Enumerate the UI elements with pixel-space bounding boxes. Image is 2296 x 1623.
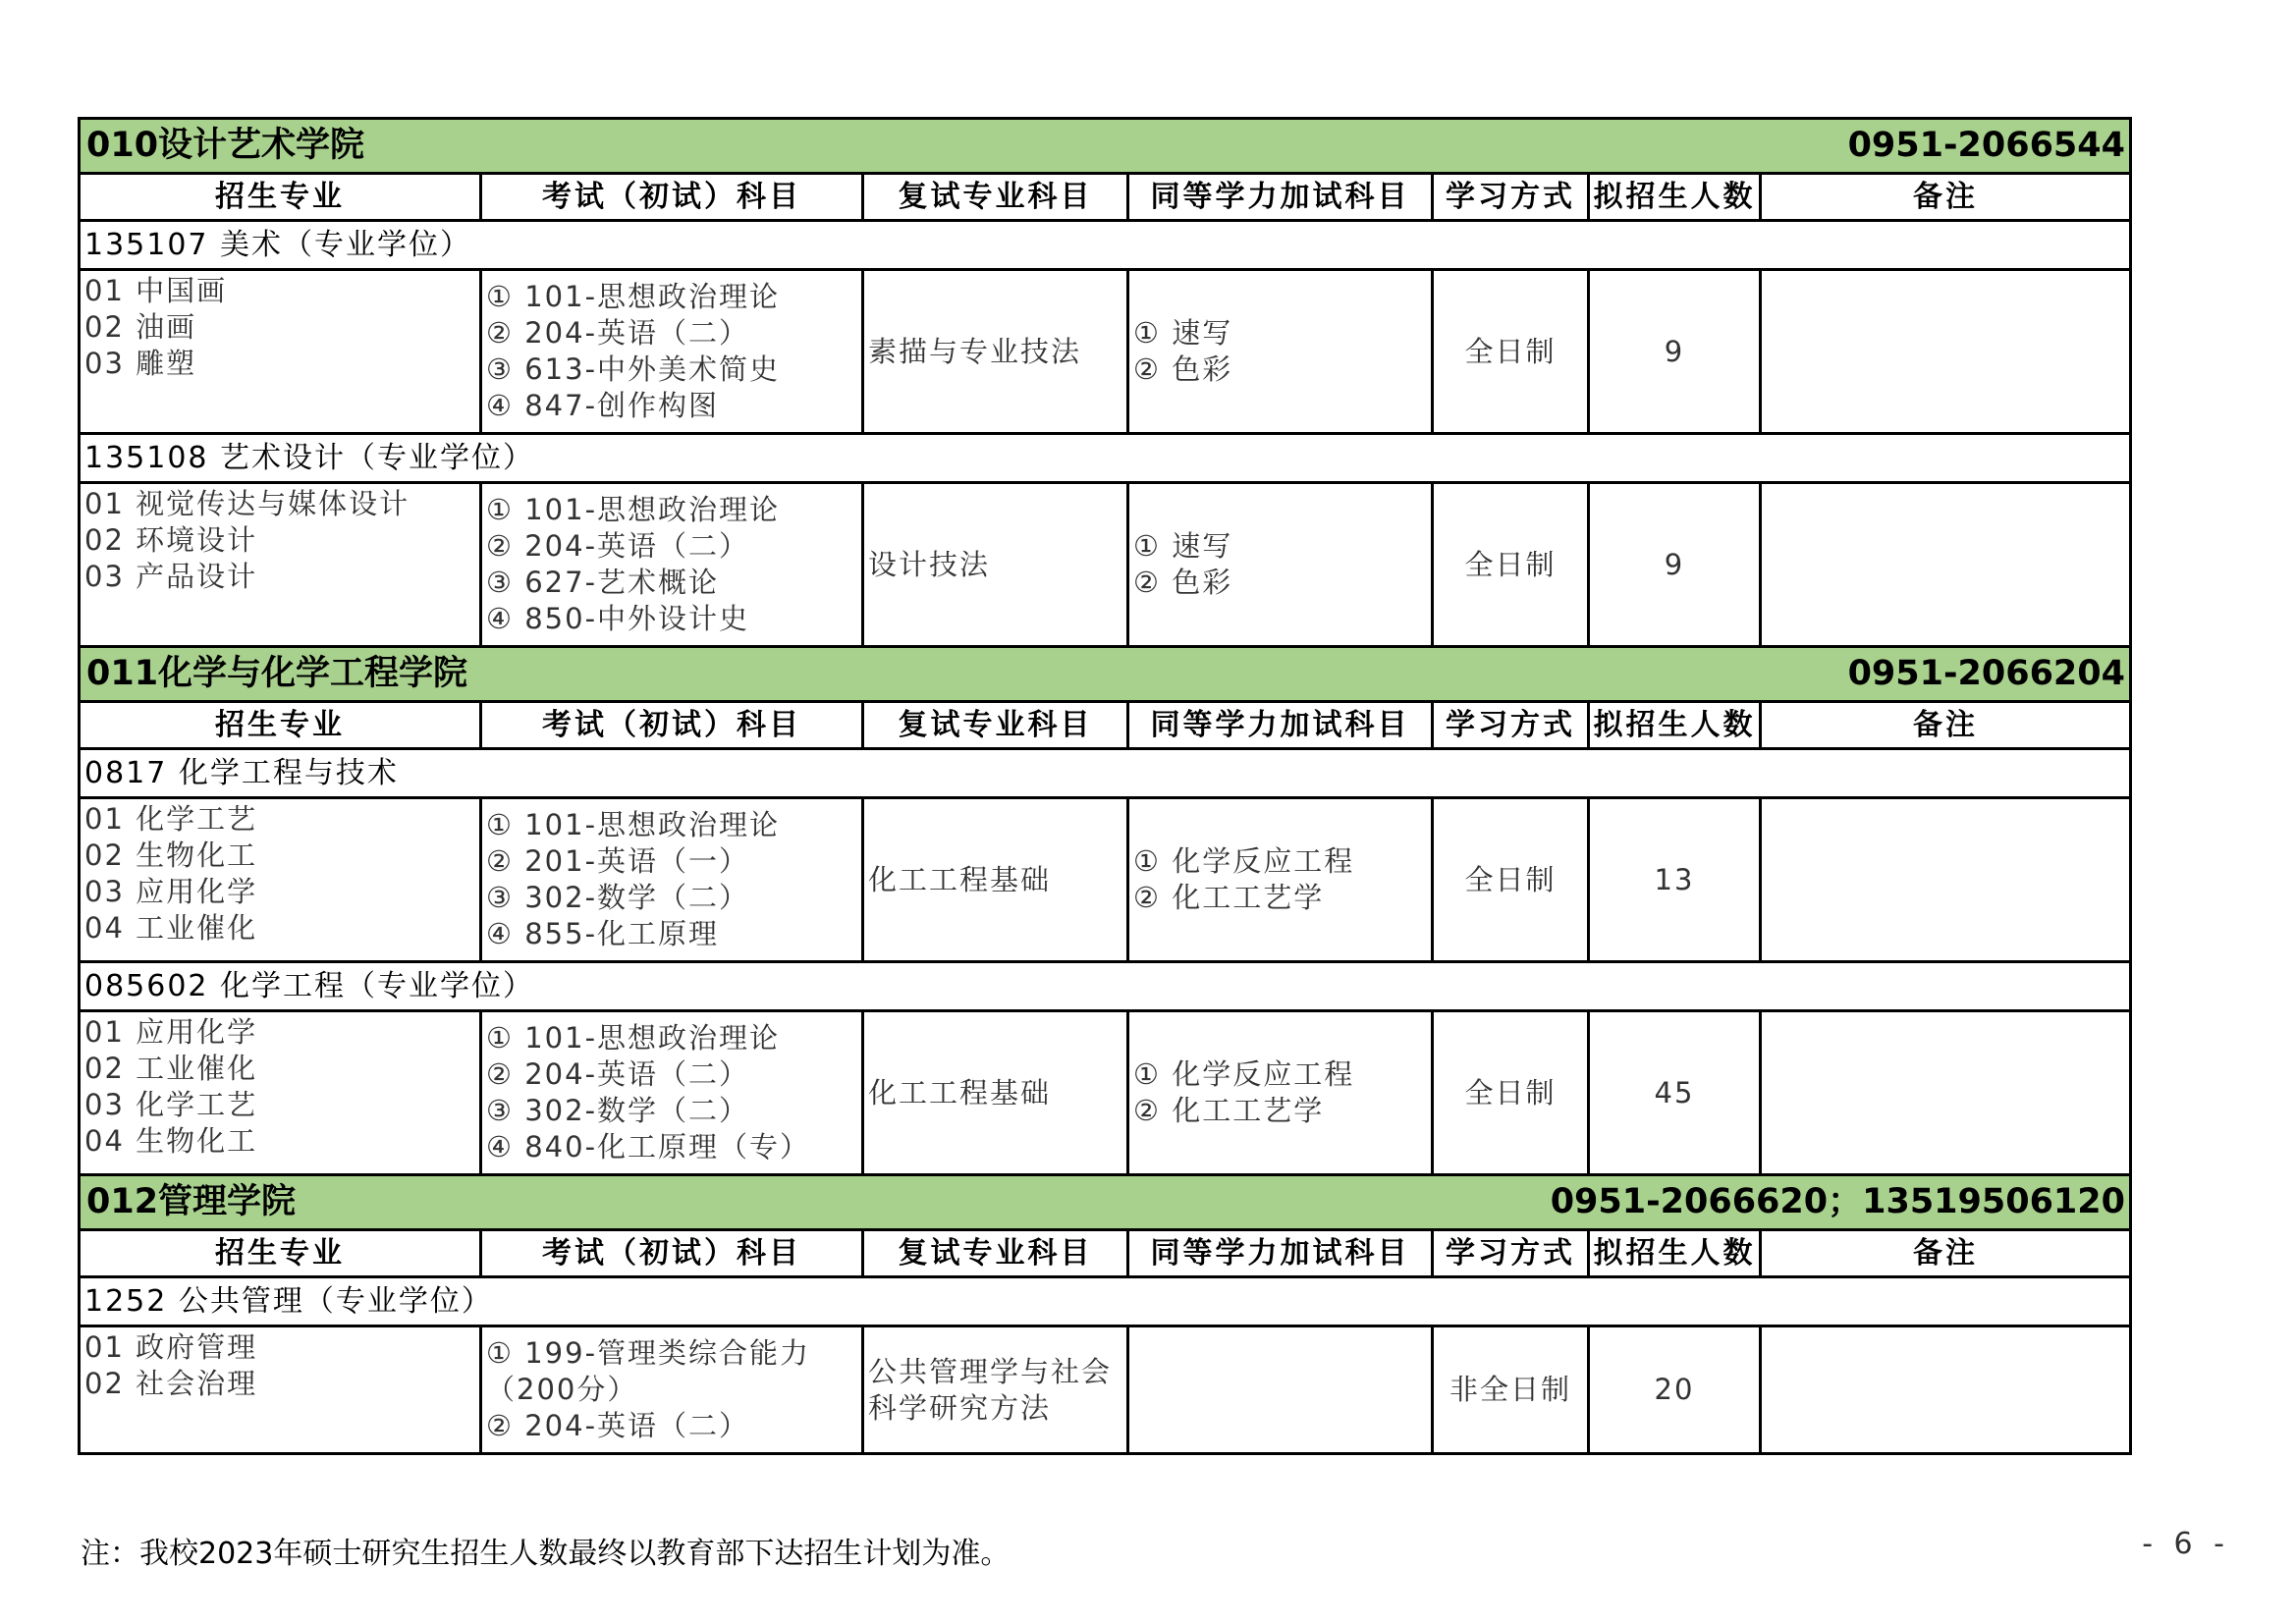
- research-directions-line: 04 生物化工: [84, 1124, 258, 1158]
- column-header: 学习方式: [1433, 1230, 1589, 1277]
- extra-subjects-line: ① 速写: [1133, 316, 1233, 350]
- retest-subjects: [863, 1011, 1128, 1175]
- column-header: 复试专业科目: [863, 1230, 1128, 1277]
- study-mode: 全日制: [1433, 798, 1589, 962]
- retest-subjects-line: 化工工程基础: [868, 1075, 1052, 1109]
- study-mode: 全日制: [1433, 270, 1589, 434]
- column-header: 考试（初试）科目: [481, 1230, 863, 1277]
- major-title-row: [80, 1277, 2131, 1326]
- major-detail-row: [80, 798, 2131, 962]
- research-directions-line: 02 生物化工: [84, 839, 258, 872]
- remarks: [1761, 1011, 2131, 1175]
- major-title: 1252 公共管理（专业学位）: [80, 1277, 2131, 1326]
- column-header: 拟招生人数: [1589, 174, 1761, 221]
- extra-subjects-line: ① 速写: [1133, 529, 1233, 563]
- retest-subjects: [863, 798, 1128, 962]
- retest-subjects: [863, 270, 1128, 434]
- exam-subjects: [481, 270, 863, 434]
- exam-subjects-line: ③ 302-数学（二）: [486, 881, 750, 914]
- column-header-row: [80, 1230, 2131, 1277]
- research-directions-line: 02 环境设计: [84, 523, 258, 557]
- college-header-cell: [80, 647, 2131, 702]
- enrollment-count: 9: [1589, 483, 1761, 647]
- extra-subjects-line: ② 色彩: [1133, 352, 1233, 386]
- exam-subjects-line: ④ 840-化工原理（专）: [486, 1130, 811, 1163]
- research-directions: [80, 798, 481, 962]
- major-title: 135108 艺术设计（专业学位）: [80, 434, 2131, 483]
- column-header: 学习方式: [1433, 174, 1589, 221]
- extra-subjects-line: ① 化学反应工程: [1133, 844, 1355, 878]
- college-name: 011化学与化学工程学院: [86, 654, 468, 693]
- exam-subjects-line: ④ 847-创作构图: [486, 389, 720, 422]
- enrollment-count: 13: [1589, 798, 1761, 962]
- study-mode: 非全日制: [1433, 1326, 1589, 1454]
- footnote: 注：我校2023年硕士研究生招生人数最终以教育部下达招生计划为准。: [81, 1537, 1011, 1571]
- column-header: 备注: [1761, 702, 2131, 749]
- exam-subjects-line: （200分）: [486, 1373, 638, 1406]
- college-header-cell: [80, 119, 2131, 174]
- retest-subjects: [863, 1326, 1128, 1454]
- college-phone: 0951-2066204: [1847, 654, 2125, 693]
- research-directions-line: 01 应用化学: [84, 1015, 258, 1049]
- exam-subjects-line: ① 101-思想政治理论: [486, 280, 781, 313]
- major-detail-row: [80, 1011, 2131, 1175]
- research-directions: [80, 1011, 481, 1175]
- extra-subjects: [1128, 798, 1433, 962]
- research-directions-line: 01 中国画: [84, 274, 228, 307]
- retest-subjects: [863, 483, 1128, 647]
- exam-subjects: [481, 483, 863, 647]
- exam-subjects: [481, 1011, 863, 1175]
- exam-subjects-line: ② 201-英语（一）: [486, 844, 750, 878]
- column-header: 考试（初试）科目: [481, 702, 863, 749]
- research-directions: [80, 483, 481, 647]
- column-header: 同等学力加试科目: [1128, 174, 1433, 221]
- retest-subjects-line: 化工工程基础: [868, 862, 1052, 896]
- column-header: 招生专业: [80, 174, 481, 221]
- extra-subjects-line: ② 化工工艺学: [1133, 1094, 1325, 1127]
- column-header: 学习方式: [1433, 702, 1589, 749]
- major-title-row: [80, 434, 2131, 483]
- exam-subjects: [481, 798, 863, 962]
- exam-subjects-line: ① 199-管理类综合能力: [486, 1336, 811, 1370]
- college-phone: 0951-2066544: [1847, 126, 2125, 165]
- major-title: 085602 化学工程（专业学位）: [80, 962, 2131, 1011]
- research-directions: [80, 270, 481, 434]
- major-detail-row: [80, 483, 2131, 647]
- major-title-row: [80, 962, 2131, 1011]
- column-header: 招生专业: [80, 702, 481, 749]
- major-title-row: [80, 221, 2131, 270]
- extra-subjects: [1128, 270, 1433, 434]
- study-mode: 全日制: [1433, 1011, 1589, 1175]
- major-title: 135107 美术（专业学位）: [80, 221, 2131, 270]
- research-directions-line: 03 产品设计: [84, 560, 258, 593]
- column-header-row: [80, 174, 2131, 221]
- enrollment-count: 9: [1589, 270, 1761, 434]
- college-phone: 0951-2066620；13519506120: [1550, 1182, 2125, 1221]
- research-directions-line: 02 社会治理: [84, 1367, 258, 1400]
- extra-subjects: [1128, 483, 1433, 647]
- exam-subjects-line: ② 204-英语（二）: [486, 1057, 750, 1091]
- enrollment-count: 20: [1589, 1326, 1761, 1454]
- research-directions-line: 02 工业催化: [84, 1052, 258, 1085]
- retest-subjects-line: 科学研究方法: [868, 1390, 1052, 1425]
- exam-subjects-line: ④ 850-中外设计史: [486, 602, 750, 635]
- enrollment-count: 45: [1589, 1011, 1761, 1175]
- exam-subjects-line: ② 204-英语（二）: [486, 1409, 750, 1442]
- column-header: 拟招生人数: [1589, 702, 1761, 749]
- extra-subjects: [1128, 1011, 1433, 1175]
- study-mode: 全日制: [1433, 483, 1589, 647]
- remarks: [1761, 1326, 2131, 1454]
- column-header: 考试（初试）科目: [481, 174, 863, 221]
- exam-subjects-line: ④ 855-化工原理: [486, 917, 720, 950]
- column-header: 备注: [1761, 174, 2131, 221]
- college-row: [80, 119, 2131, 174]
- research-directions-line: 03 雕塑: [84, 347, 197, 380]
- retest-subjects-line: 设计技法: [868, 547, 991, 581]
- major-title: 0817 化学工程与技术: [80, 749, 2131, 798]
- remarks: [1761, 798, 2131, 962]
- extra-subjects-line: ① 化学反应工程: [1133, 1057, 1355, 1091]
- college-header-cell: [80, 1175, 2131, 1230]
- column-header: 备注: [1761, 1230, 2131, 1277]
- column-header-row: [80, 702, 2131, 749]
- remarks: [1761, 270, 2131, 434]
- major-title-row: [80, 749, 2131, 798]
- college-row: [80, 647, 2131, 702]
- research-directions-line: 02 油画: [84, 310, 197, 344]
- research-directions-line: 03 应用化学: [84, 875, 258, 908]
- research-directions-line: 01 政府管理: [84, 1330, 258, 1364]
- exam-subjects-line: ③ 627-艺术概论: [486, 566, 720, 599]
- retest-subjects-line: 素描与专业技法: [868, 334, 1082, 368]
- extra-subjects-line: ② 化工工艺学: [1133, 881, 1325, 914]
- exam-subjects-line: ② 204-英语（二）: [486, 529, 750, 563]
- retest-subjects-line: 公共管理学与社会: [868, 1354, 1113, 1388]
- major-detail-row: [80, 270, 2131, 434]
- exam-subjects-line: ① 101-思想政治理论: [486, 1021, 781, 1055]
- exam-subjects-line: ③ 302-数学（二）: [486, 1094, 750, 1127]
- research-directions-line: 01 化学工艺: [84, 802, 258, 836]
- major-detail-row: [80, 1326, 2131, 1454]
- exam-subjects-line: ① 101-思想政治理论: [486, 808, 781, 841]
- college-row: [80, 1175, 2131, 1230]
- college-name: 012管理学院: [86, 1182, 297, 1221]
- column-header: 复试专业科目: [863, 174, 1128, 221]
- research-directions-line: 01 视觉传达与媒体设计: [84, 487, 410, 520]
- column-header: 复试专业科目: [863, 702, 1128, 749]
- column-header: 招生专业: [80, 1230, 481, 1277]
- college-name: 010设计艺术学院: [86, 126, 365, 165]
- column-header: 同等学力加试科目: [1128, 702, 1433, 749]
- exam-subjects: [481, 1326, 863, 1454]
- exam-subjects-line: ① 101-思想政治理论: [486, 493, 781, 526]
- column-header: 同等学力加试科目: [1128, 1230, 1433, 1277]
- research-directions-line: 04 工业催化: [84, 911, 258, 945]
- page-number: - 6 -: [2142, 1527, 2230, 1561]
- research-directions: [80, 1326, 481, 1454]
- exam-subjects-line: ③ 613-中外美术简史: [486, 352, 781, 386]
- research-directions-line: 03 化学工艺: [84, 1088, 258, 1121]
- extra-subjects-line: ② 色彩: [1133, 566, 1233, 599]
- column-header: 拟招生人数: [1589, 1230, 1761, 1277]
- remarks: [1761, 483, 2131, 647]
- extra-subjects: [1128, 1326, 1433, 1454]
- exam-subjects-line: ② 204-英语（二）: [486, 316, 750, 350]
- enrollment-table: [78, 117, 2132, 1455]
